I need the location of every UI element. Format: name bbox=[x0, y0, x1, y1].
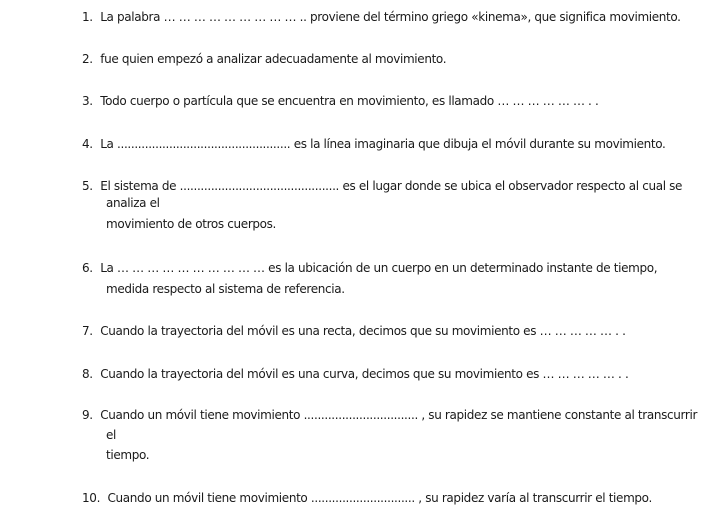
question-2 bbox=[82, 51, 446, 67]
question-number: 5. bbox=[82, 179, 93, 193]
question-8 bbox=[82, 366, 628, 382]
question-text: medida respecto al sistema de referencia. bbox=[106, 282, 345, 296]
question-text: Cuando la trayectoria del móvil es una recta, decimos que su movimiento es … … … … … . . bbox=[100, 324, 626, 338]
question-number: 7. bbox=[82, 324, 93, 338]
question-5-continuation bbox=[106, 216, 276, 232]
question-number: 8. bbox=[82, 367, 93, 381]
question-number: 6. bbox=[82, 261, 93, 275]
question-text: Todo cuerpo o partícula que se encuentra en movimiento, es llamado … … … … … … . . bbox=[100, 94, 599, 108]
question-text: El sistema de .............................................. es el lugar donde se ubica el observador respecto al cual se bbox=[100, 179, 683, 193]
question-9-continuation bbox=[106, 447, 149, 463]
question-text: tiempo. bbox=[106, 448, 150, 462]
question-text: Cuando un móvil tiene movimiento .............................. , su rapidez varía al transcurrir el tiempo. bbox=[107, 491, 652, 505]
question-7 bbox=[82, 323, 626, 339]
question-4 bbox=[82, 136, 666, 152]
question-5-continuation bbox=[106, 195, 160, 211]
question-9-continuation bbox=[106, 427, 116, 443]
question-text: fue quien empezó a analizar adecuadamente al movimiento. bbox=[100, 52, 447, 66]
question-number: 4. bbox=[82, 137, 93, 151]
question-6-continuation bbox=[106, 281, 345, 297]
question-number: 2. bbox=[82, 52, 93, 66]
question-text: movimiento de otros cuerpos. bbox=[106, 217, 277, 231]
question-number: 10. bbox=[82, 491, 101, 505]
question-1 bbox=[82, 9, 681, 25]
question-6 bbox=[82, 260, 657, 276]
question-text: Cuando la trayectoria del móvil es una curva, decimos que su movimiento es … … … … … . . bbox=[100, 367, 629, 381]
question-text: La … … … … … … … … … … es la ubicación de un cuerpo en un determinado instante de tiempo, bbox=[100, 261, 658, 275]
question-text: La palabra … … … … … … … … … .. proviene del término griego «kinema», que significa movimiento. bbox=[100, 10, 681, 24]
question-number: 3. bbox=[82, 94, 93, 108]
question-text: La .................................................. es la línea imaginaria que dibuja el móvil durante su movimiento. bbox=[100, 137, 666, 151]
question-text: el bbox=[106, 428, 117, 442]
question-10 bbox=[82, 490, 652, 506]
question-number: 1. bbox=[82, 10, 93, 24]
question-text: analiza el bbox=[106, 196, 160, 210]
question-5 bbox=[82, 178, 682, 194]
question-3 bbox=[82, 93, 598, 109]
question-number: 9. bbox=[82, 408, 93, 422]
question-text: Cuando un móvil tiene movimiento ................................. , su rapidez se mantiene constante al transcurrir bbox=[100, 408, 698, 422]
question-9 bbox=[82, 407, 697, 423]
